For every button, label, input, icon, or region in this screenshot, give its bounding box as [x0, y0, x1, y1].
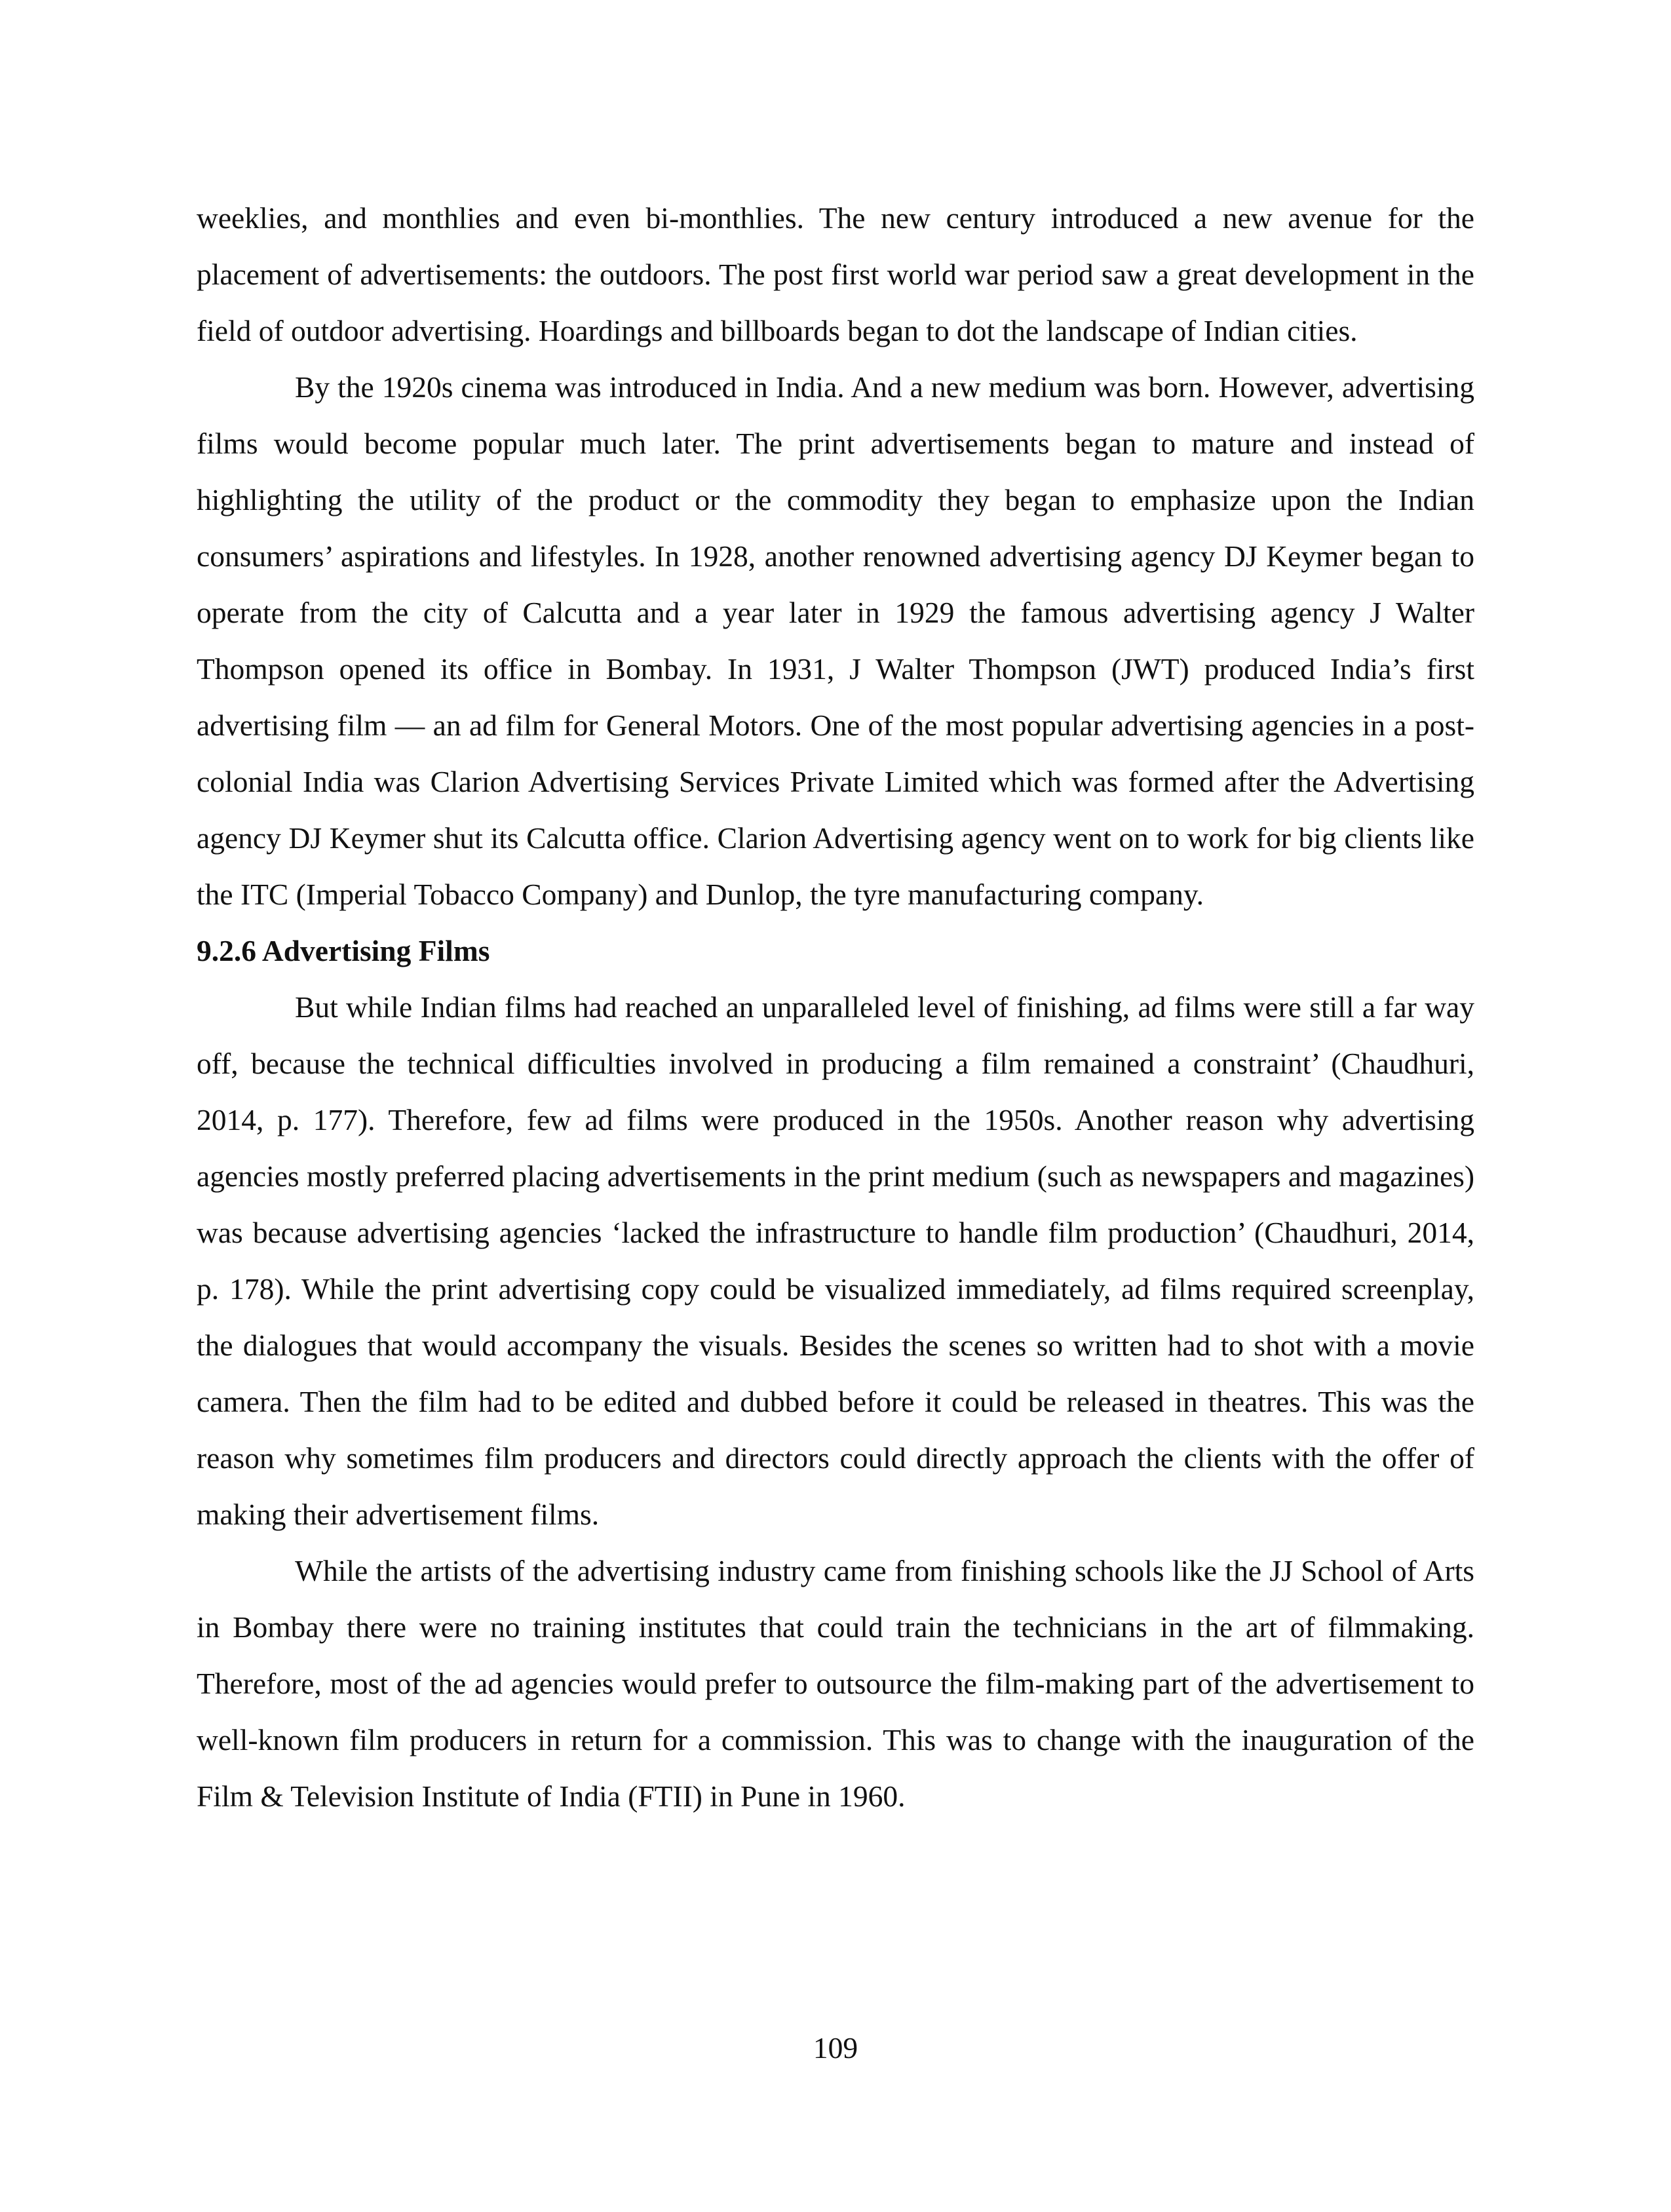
section-heading: 9.2.6 Advertising Films: [197, 934, 490, 967]
paragraph-cinema-and-agencies: By the 1920s cinema was introduced in India. And a new medium was born. However, advertising films would become popular much later. The print advertisements began to mature and instead of highlighting the utility of the product or the commodity they began to emphasize upon the Indian consumers’ aspirations and lifestyles. In 1928, another renowned advertising agency DJ Keymer began to operate from the city of Calcutta and a year later in 1929 the famous advertising agency J Walter Thompson opened its office in Bombay. In 1931, J Walter Thompson (JWT) produced India’s first advertising film — an ad film for General Motors. One of the most popular advertising agencies in a post-colonial India was Clarion Advertising Services Private Limited which was formed after the Advertising agency DJ Keymer shut its Calcutta office. Clarion Advertising agency went on to work for big clients like the ITC (Imperial Tobacco Company) and Dunlop, the tyre manufacturing company.: [197, 370, 1474, 911]
paragraph-training-institutes: While the artists of the advertising industry came from finishing schools like the JJ School of Arts in Bombay there were no training institutes that could train the technicians in the art of filmmaking. Therefore, most of the ad agencies would prefer to outsource the film-making part of the advertisement to well-known film producers in return for a commission. This was to change with the inauguration of the Film & Television Institute of India (FTII) in Pune in 1960.: [197, 1554, 1474, 1813]
page-body: [197, 190, 1474, 1825]
page-number: 109: [813, 2031, 858, 2065]
paragraph-ad-films-constraints: But while Indian films had reached an unparalleled level of finishing, ad films were still a far way off, because the technical difficulties involved in producing a film remained a constraint’ (Chaudhuri, 2014, p. 177). Therefore, few ad films were produced in the 1950s. Another reason why advertising agencies mostly preferred placing advertisements in the print medium (such as newspapers and magazines) was because advertising agencies ‘lacked the infrastructure to handle film production’ (Chaudhuri, 2014, p. 178). While the print advertising copy could be visualized immediately, ad films required screenplay, the dialogues that would accompany the visuals. Besides the scenes so written had to shot with a movie camera. Then the film had to be edited and dubbed before it could be released in theatres. This was the reason why sometimes film producers and directors could directly approach the clients with the offer of making their advertisement films.: [197, 990, 1474, 1531]
paragraph-outdoor-advertising: weeklies, and monthlies and even bi-monthlies. The new century introduced a new avenue for the placement of advertisements: the outdoors. The post first world war period saw a great development in the field of outdoor advertising. Hoardings and billboards began to dot the landscape of Indian cities.: [197, 201, 1474, 347]
